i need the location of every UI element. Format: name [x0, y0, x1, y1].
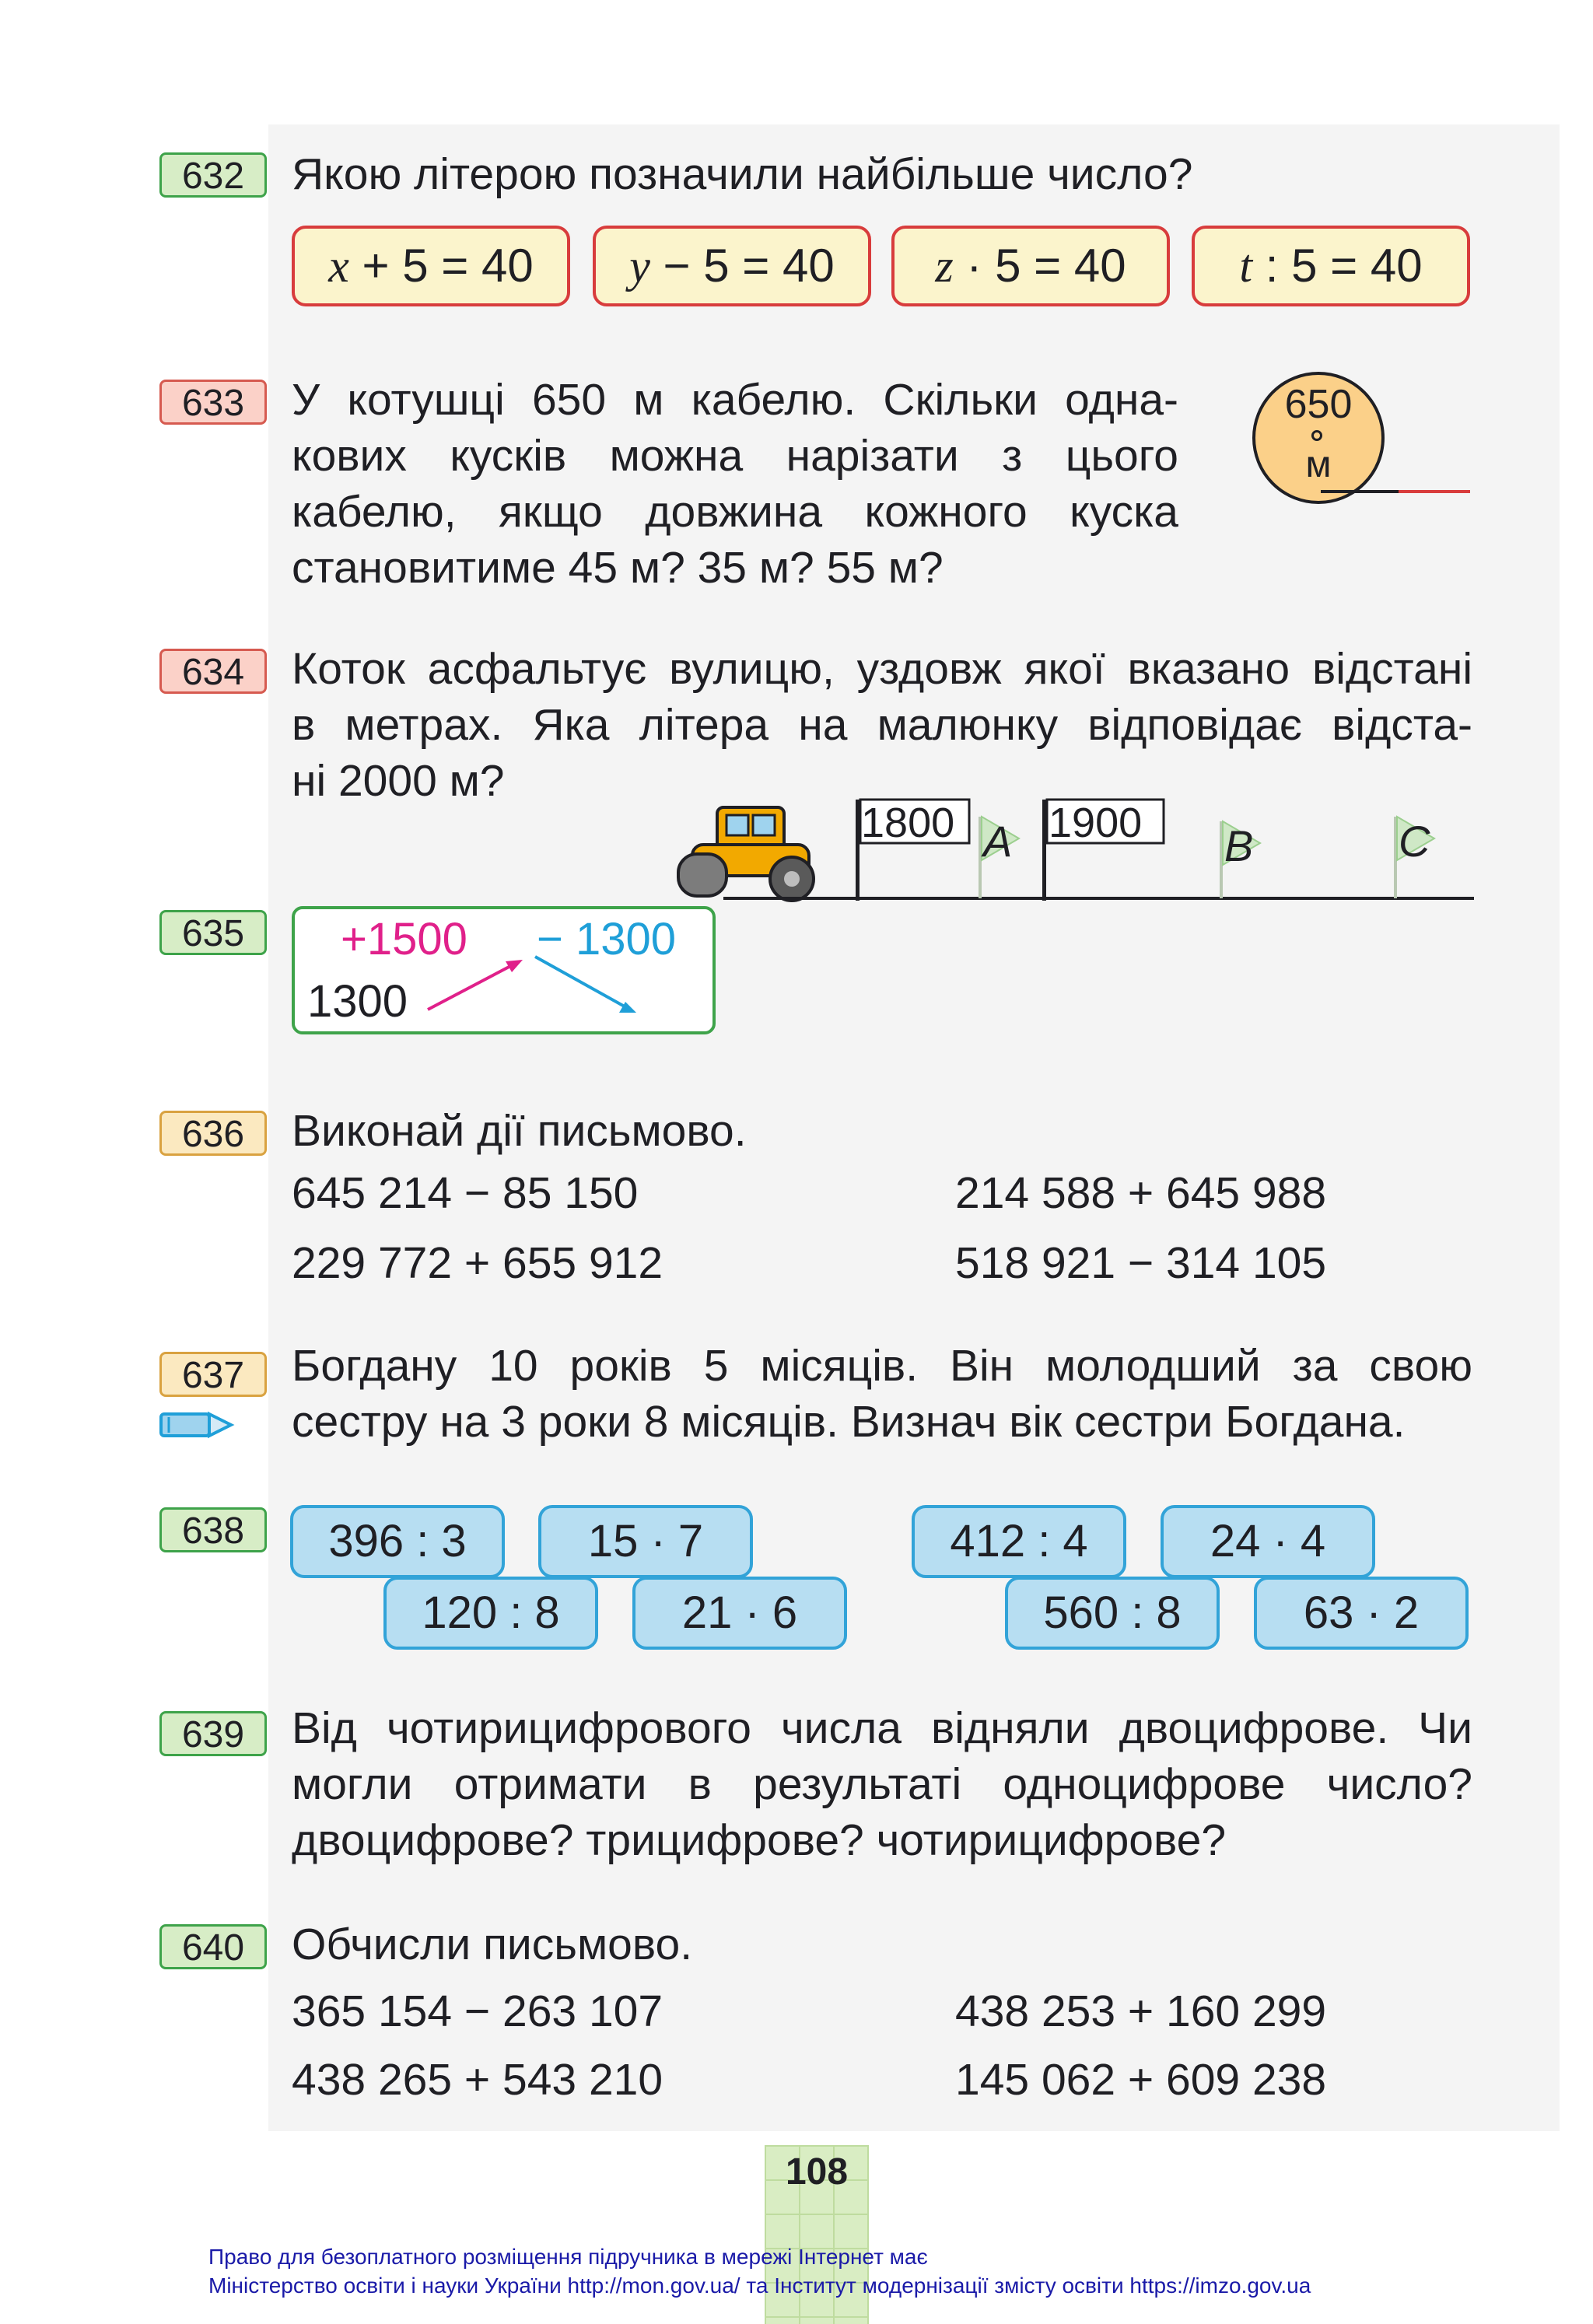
product-box-1: 396 : 3 [290, 1505, 505, 1578]
task-633-line-2: кових кусків можна нарізати з цього [292, 431, 1178, 481]
pencil-icon [158, 1408, 236, 1442]
scheme-op-minus: − 1300 [537, 914, 677, 964]
arrow-up-icon [428, 963, 516, 1010]
task-633-line-3: кабелю, якщо довжина кожного куска [292, 487, 1178, 537]
task-636-expr-3: 229 772 + 655 912 [292, 1238, 663, 1288]
equation-box-y [593, 226, 871, 306]
spool-center-icon [1311, 430, 1322, 441]
task-639-line-3: двоцифрове? трицифрове? чотирицифрове? [292, 1815, 1227, 1865]
product-box-6: 21 · 6 [632, 1577, 847, 1650]
marker-post [1042, 800, 1046, 901]
task-640-text: Обчисли письмово. [292, 1920, 693, 1969]
task-633-line-1: У котушці 650 м кабелю. Скільки одна- [292, 375, 1178, 425]
scheme-arrows [420, 941, 653, 1027]
task-number-632: 632 [159, 152, 267, 198]
task-640-expr-2: 438 253 + 160 299 [955, 1986, 1327, 2036]
task-634-line-2: в метрах. Яка літера на малюнку відповідає відста- [292, 700, 1472, 750]
task-number-635: 635 [159, 910, 267, 955]
distance-marker-1800: 1800 [861, 800, 955, 846]
task-640-expr-4: 145 062 + 609 238 [955, 2055, 1327, 2105]
flag-label-b: B [1224, 821, 1254, 870]
cable-line [1321, 490, 1399, 493]
task-640-expr-1: 365 154 − 263 107 [292, 1986, 663, 2036]
equation-box-x [292, 226, 570, 306]
task-number-633: 633 [159, 380, 267, 425]
equation-rest: − 5 = 40 [649, 240, 835, 292]
task-636-expr-1: 645 214 − 85 150 [292, 1168, 639, 1218]
task-636-expr-4: 518 921 − 314 105 [955, 1238, 1327, 1288]
equation-variable: t [1239, 240, 1253, 292]
road-line [723, 897, 1474, 900]
product-box-8: 63 · 2 [1254, 1577, 1469, 1650]
task-636-expr-2: 214 588 + 645 988 [955, 1168, 1327, 1218]
task-636-text: Виконай дії письмово. [292, 1106, 747, 1156]
scheme-start-number: 1300 [307, 976, 408, 1027]
equation-rest: + 5 = 40 [348, 240, 534, 292]
scheme-op-plus: +1500 [341, 914, 467, 964]
spool-unit: м [1305, 444, 1332, 485]
task-637-line-1: Богдану 10 років 5 місяців. Він молодший за свою [292, 1341, 1472, 1391]
task-number-637: 637 [159, 1352, 267, 1397]
equation-box-z [891, 226, 1170, 306]
task-number-636: 636 [159, 1111, 267, 1156]
marker-post [856, 800, 860, 901]
equation-box-t [1192, 226, 1470, 306]
equation-rest: : 5 = 40 [1252, 240, 1423, 292]
task-number-639: 639 [159, 1711, 267, 1756]
flag-label-c: C [1399, 817, 1430, 866]
product-box-5: 120 : 8 [383, 1577, 598, 1650]
product-box-4: 24 · 4 [1161, 1505, 1375, 1578]
cable-end-line [1399, 490, 1470, 493]
equation-variable: x [328, 240, 349, 292]
task-640-expr-3: 438 265 + 543 210 [292, 2055, 663, 2105]
distance-marker-1900: 1900 [1049, 800, 1143, 846]
equation-rest: · 5 = 40 [953, 240, 1126, 292]
road-roller-icon [678, 807, 814, 901]
task-637-line-2: сестру на 3 роки 8 місяців. Визнач вік сестри Богдана. [292, 1397, 1406, 1447]
task-639-line-1: Від чотирицифрового числа відняли двоцифрове. Чи [292, 1703, 1472, 1753]
product-box-2: 15 · 7 [538, 1505, 753, 1578]
footer-line-1: Право для безоплатного розміщення підручника в мережі Інтернет має [208, 2245, 928, 2269]
arrow-down-icon [535, 957, 630, 1010]
task-634-line-1: Коток асфальтує вулицю, уздовж якої вказано відстані [292, 644, 1472, 694]
task-633-line-4: становитиме 45 м? 35 м? 55 м? [292, 543, 944, 593]
task-634-line-3: ні 2000 м? [292, 756, 505, 806]
footer-line-2: Міністерство освіти і науки України http://mon.gov.ua/ та Інститут модернізації змісту освіти https://imzo.gov.ua [208, 2273, 1311, 2298]
task-632-text: Якою літерою позначили найбільше число? [292, 149, 1193, 199]
equation-variable: z [935, 240, 954, 292]
equation-variable: y [629, 240, 650, 292]
product-box-3: 412 : 4 [912, 1505, 1126, 1578]
page-number: 108 [785, 2151, 849, 2193]
spool-value: 650 [1284, 382, 1353, 427]
task-number-634: 634 [159, 649, 267, 694]
task-number-638: 638 [159, 1507, 267, 1552]
product-box-7: 560 : 8 [1005, 1577, 1220, 1650]
task-number-640: 640 [159, 1924, 267, 1969]
flag-label-a: A [983, 817, 1013, 866]
task-639-line-2: могли отримати в результаті одноцифрове число? [292, 1759, 1472, 1809]
